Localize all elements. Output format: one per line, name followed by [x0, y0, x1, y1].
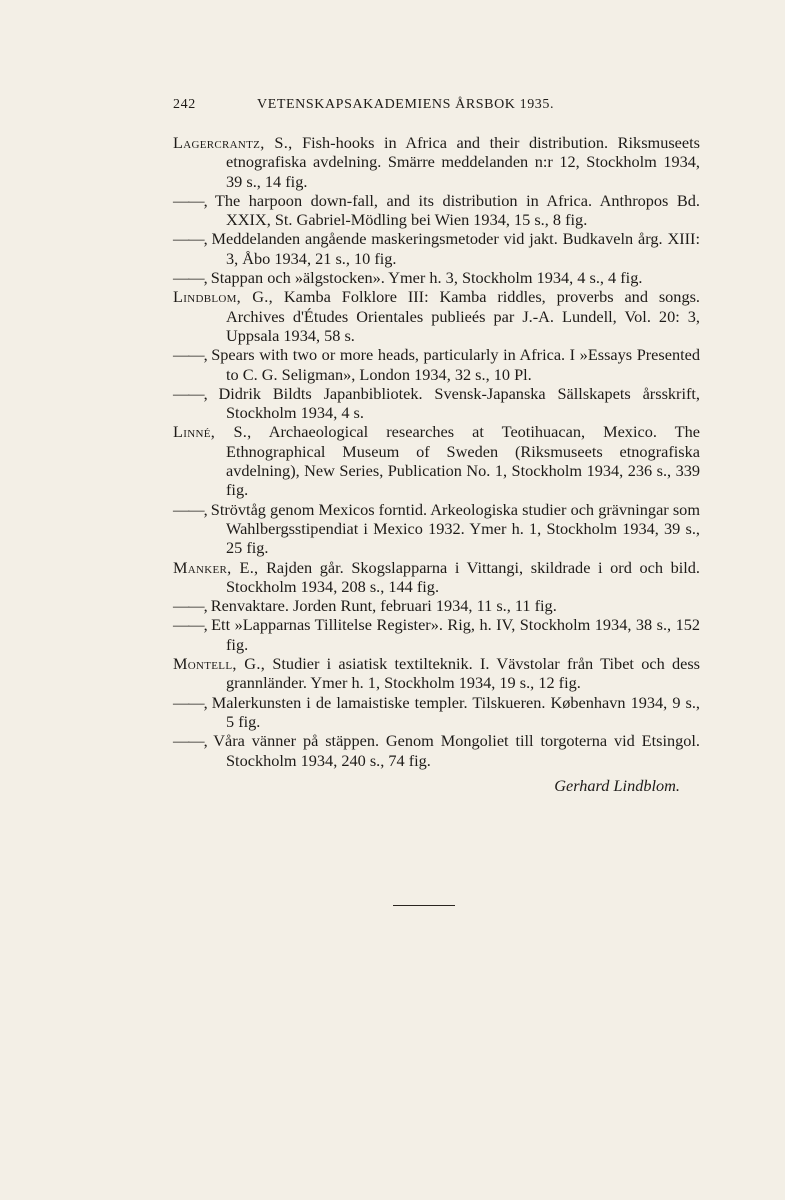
bibliography-entry	[173, 345, 700, 384]
entry-text: Archaeological researches at Teotihuacan, Mexico. The Ethnographical Museum of Sweden (Riksmuseets etnografiska avdelning), New Series, Publication No. 1, Stockholm 1934, 236 s., 339 fig.	[226, 422, 700, 500]
entry-text: Studier i asiatisk textilteknik. I. Vävstolar från Tibet och dess grannländer. Ymer h. 1, Stockholm 1934, 19 s., 12 fig.	[226, 654, 700, 693]
entry-author: ——,	[173, 615, 207, 635]
bibliography-entry	[173, 500, 700, 558]
bibliography-entry	[173, 384, 700, 423]
bibliography-entry	[173, 654, 700, 693]
entry-text: Didrik Bildts Japanbibliotek. Svensk-Japanska Sällskapets årsskrift, Stockholm 1934, 4 s.	[218, 383, 701, 423]
entry-author: Montell, G.,	[173, 654, 266, 674]
running-title: VETENSKAPSAKADEMIENS ÅRSBOK 1935.	[257, 97, 555, 112]
entry-author: ——,	[173, 229, 207, 249]
entry-text: Strövtåg genom Mexicos forntid. Arkeologiska studier och grävningar som Wahlbergsstipendiat i Mexico 1932. Ymer h. 1, Stockholm 1934, 39 s., 25 fig.	[210, 499, 700, 558]
entry-text: Spears with two or more heads, particularly in Africa. I »Essays Presented to C. G. Seligman», London 1934, 32 s., 10 Pl.	[211, 345, 700, 384]
bibliography-entry	[173, 191, 700, 230]
entry-author: ——,	[173, 692, 207, 712]
entry-author: ——,	[173, 345, 207, 365]
entry-text: Stappan och »älgstocken». Ymer h. 3, Stockholm 1934, 4 s., 4 fig.	[210, 268, 643, 288]
entry-text: Fish-hooks in Africa and their distribution. Riksmuseets etnografiska avdelning. Smärre meddelanden n:r 12, Stockholm 1934, 39 s., 14 fig.	[226, 133, 700, 191]
bibliography-list	[173, 133, 700, 795]
bibliography-entry	[173, 731, 700, 770]
entry-text: Våra vänner på stäppen. Genom Mongoliet till torgoterna vid Etsingol. Stockholm 1934, 240 s., 74 fig.	[213, 731, 700, 770]
entry-text: Ett »Lapparnas Tillitelse Register». Rig, h. IV, Stockholm 1934, 38 s., 152 fig.	[211, 615, 700, 654]
bibliography-entry	[173, 422, 700, 499]
bibliography-entry	[173, 229, 700, 268]
bibliography-entry	[173, 268, 700, 287]
bibliography-entry	[173, 693, 700, 732]
page-number: 242	[173, 97, 196, 112]
entry-author: Manker, E.,	[173, 557, 259, 577]
bibliography-entry	[173, 558, 700, 597]
author-signature: Gerhard Lindblom.	[554, 775, 680, 795]
bibliography-entry	[173, 615, 700, 654]
entry-text: Meddelanden angående maskeringsmetoder vid jakt. Budkaveln årg. XIII: 3, Åbo 1934, 21 s., 10 fig.	[211, 229, 700, 268]
entry-text: The harpoon down-fall, and its distribution in Africa. Anthropos Bd. XXIX, St. Gabriel-Mödling bei Wien 1934, 15 s., 8 fig.	[214, 190, 700, 230]
entry-text: Malerkunsten i de lamaistiske templer. Tilskueren. København 1934, 9 s., 5 fig.	[211, 692, 701, 731]
entry-author: Linné, S.,	[173, 422, 252, 442]
entry-author: ——,	[173, 268, 207, 288]
entry-author: ——,	[173, 596, 207, 616]
entry-author: Lindblom, G.,	[173, 287, 274, 307]
entry-author: ——,	[173, 731, 207, 751]
entry-author: ——,	[173, 499, 207, 519]
bibliography-entry	[173, 287, 700, 345]
entry-text: Renvaktare. Jorden Runt, februari 1934, 11 s., 11 fig.	[210, 596, 557, 616]
entry-author: ——,	[173, 190, 207, 210]
section-divider	[393, 905, 455, 906]
bibliography-entry	[173, 596, 700, 615]
entry-author: Lagercrantz, S.,	[173, 133, 293, 152]
entry-author: ——,	[173, 383, 207, 403]
entry-text: Kamba Folklore III: Kamba riddles, proverbs and songs. Archives d'Études Orientales publieés par J.-A. Lundell, Vol. 20: 3, Uppsala 1934, 58 s.	[226, 287, 700, 345]
bibliography-entry	[173, 133, 700, 191]
entry-text: Rajden går. Skogslapparna i Vittangi, skildrade i ord och bild. Stockholm 1934, 208 s., 144 fig.	[226, 557, 700, 596]
